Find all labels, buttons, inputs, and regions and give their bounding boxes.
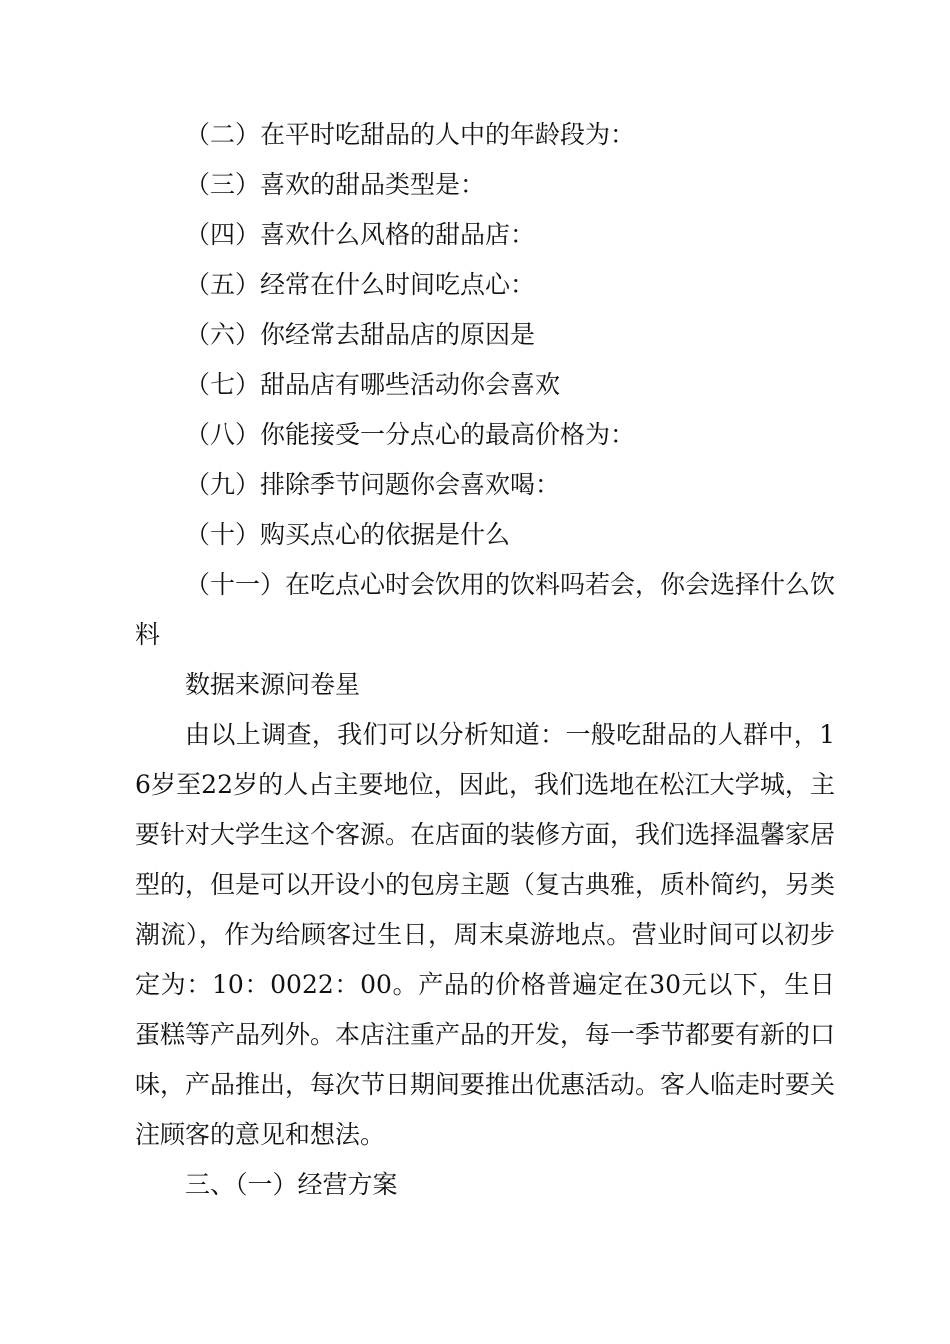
analysis-paragraph: 由以上调查，我们可以分析知道：一般吃甜品的人群中，16岁至22岁的人占主要地位，因此，我们选地在松江大学城，主要针对大学生这个客源。在店面的装修方面，我们选择温馨家居型的，但是可以开设小的包房主题（复古典雅，质朴简约，另类潮流），作为给顾客过生日，周末桌游地点。营业时间可以初步定为：10：0022：00。产品的价格普遍定在30元以下，生日蛋糕等产品列外。本店注重产品的开发，每一季节都要有新的口味，产品推出，每次节日期间要推出优惠活动。客人临走时要关注顾客的意见和想法。 <box>135 720 836 1149</box>
section-heading: 三、（一）经营方案 <box>185 1170 398 1199</box>
survey-question: （十一）在吃点心时会饮用的饮料吗若会，你会选择什么饮料 <box>135 570 836 649</box>
survey-question: （七）甜品店有哪些活动你会喜欢 <box>185 370 561 399</box>
survey-question: （二）在平时吃甜品的人中的年龄段为： <box>185 120 636 149</box>
survey-question-list <box>135 110 835 660</box>
data-source-note: 数据来源问卷星 <box>185 670 361 699</box>
survey-question: （六）你经常去甜品店的原因是 <box>185 320 536 349</box>
survey-question: （三）喜欢的甜品类型是： <box>185 170 486 199</box>
document-body <box>135 110 835 1210</box>
survey-question: （九）排除季节问题你会喜欢喝： <box>185 470 561 499</box>
survey-question: （四）喜欢什么风格的甜品店： <box>185 220 536 249</box>
survey-question: （五）经常在什么时间吃点心： <box>185 270 536 299</box>
survey-question: （八）你能接受一分点心的最高价格为： <box>185 420 636 449</box>
survey-question: （十）购买点心的依据是什么 <box>185 520 511 549</box>
